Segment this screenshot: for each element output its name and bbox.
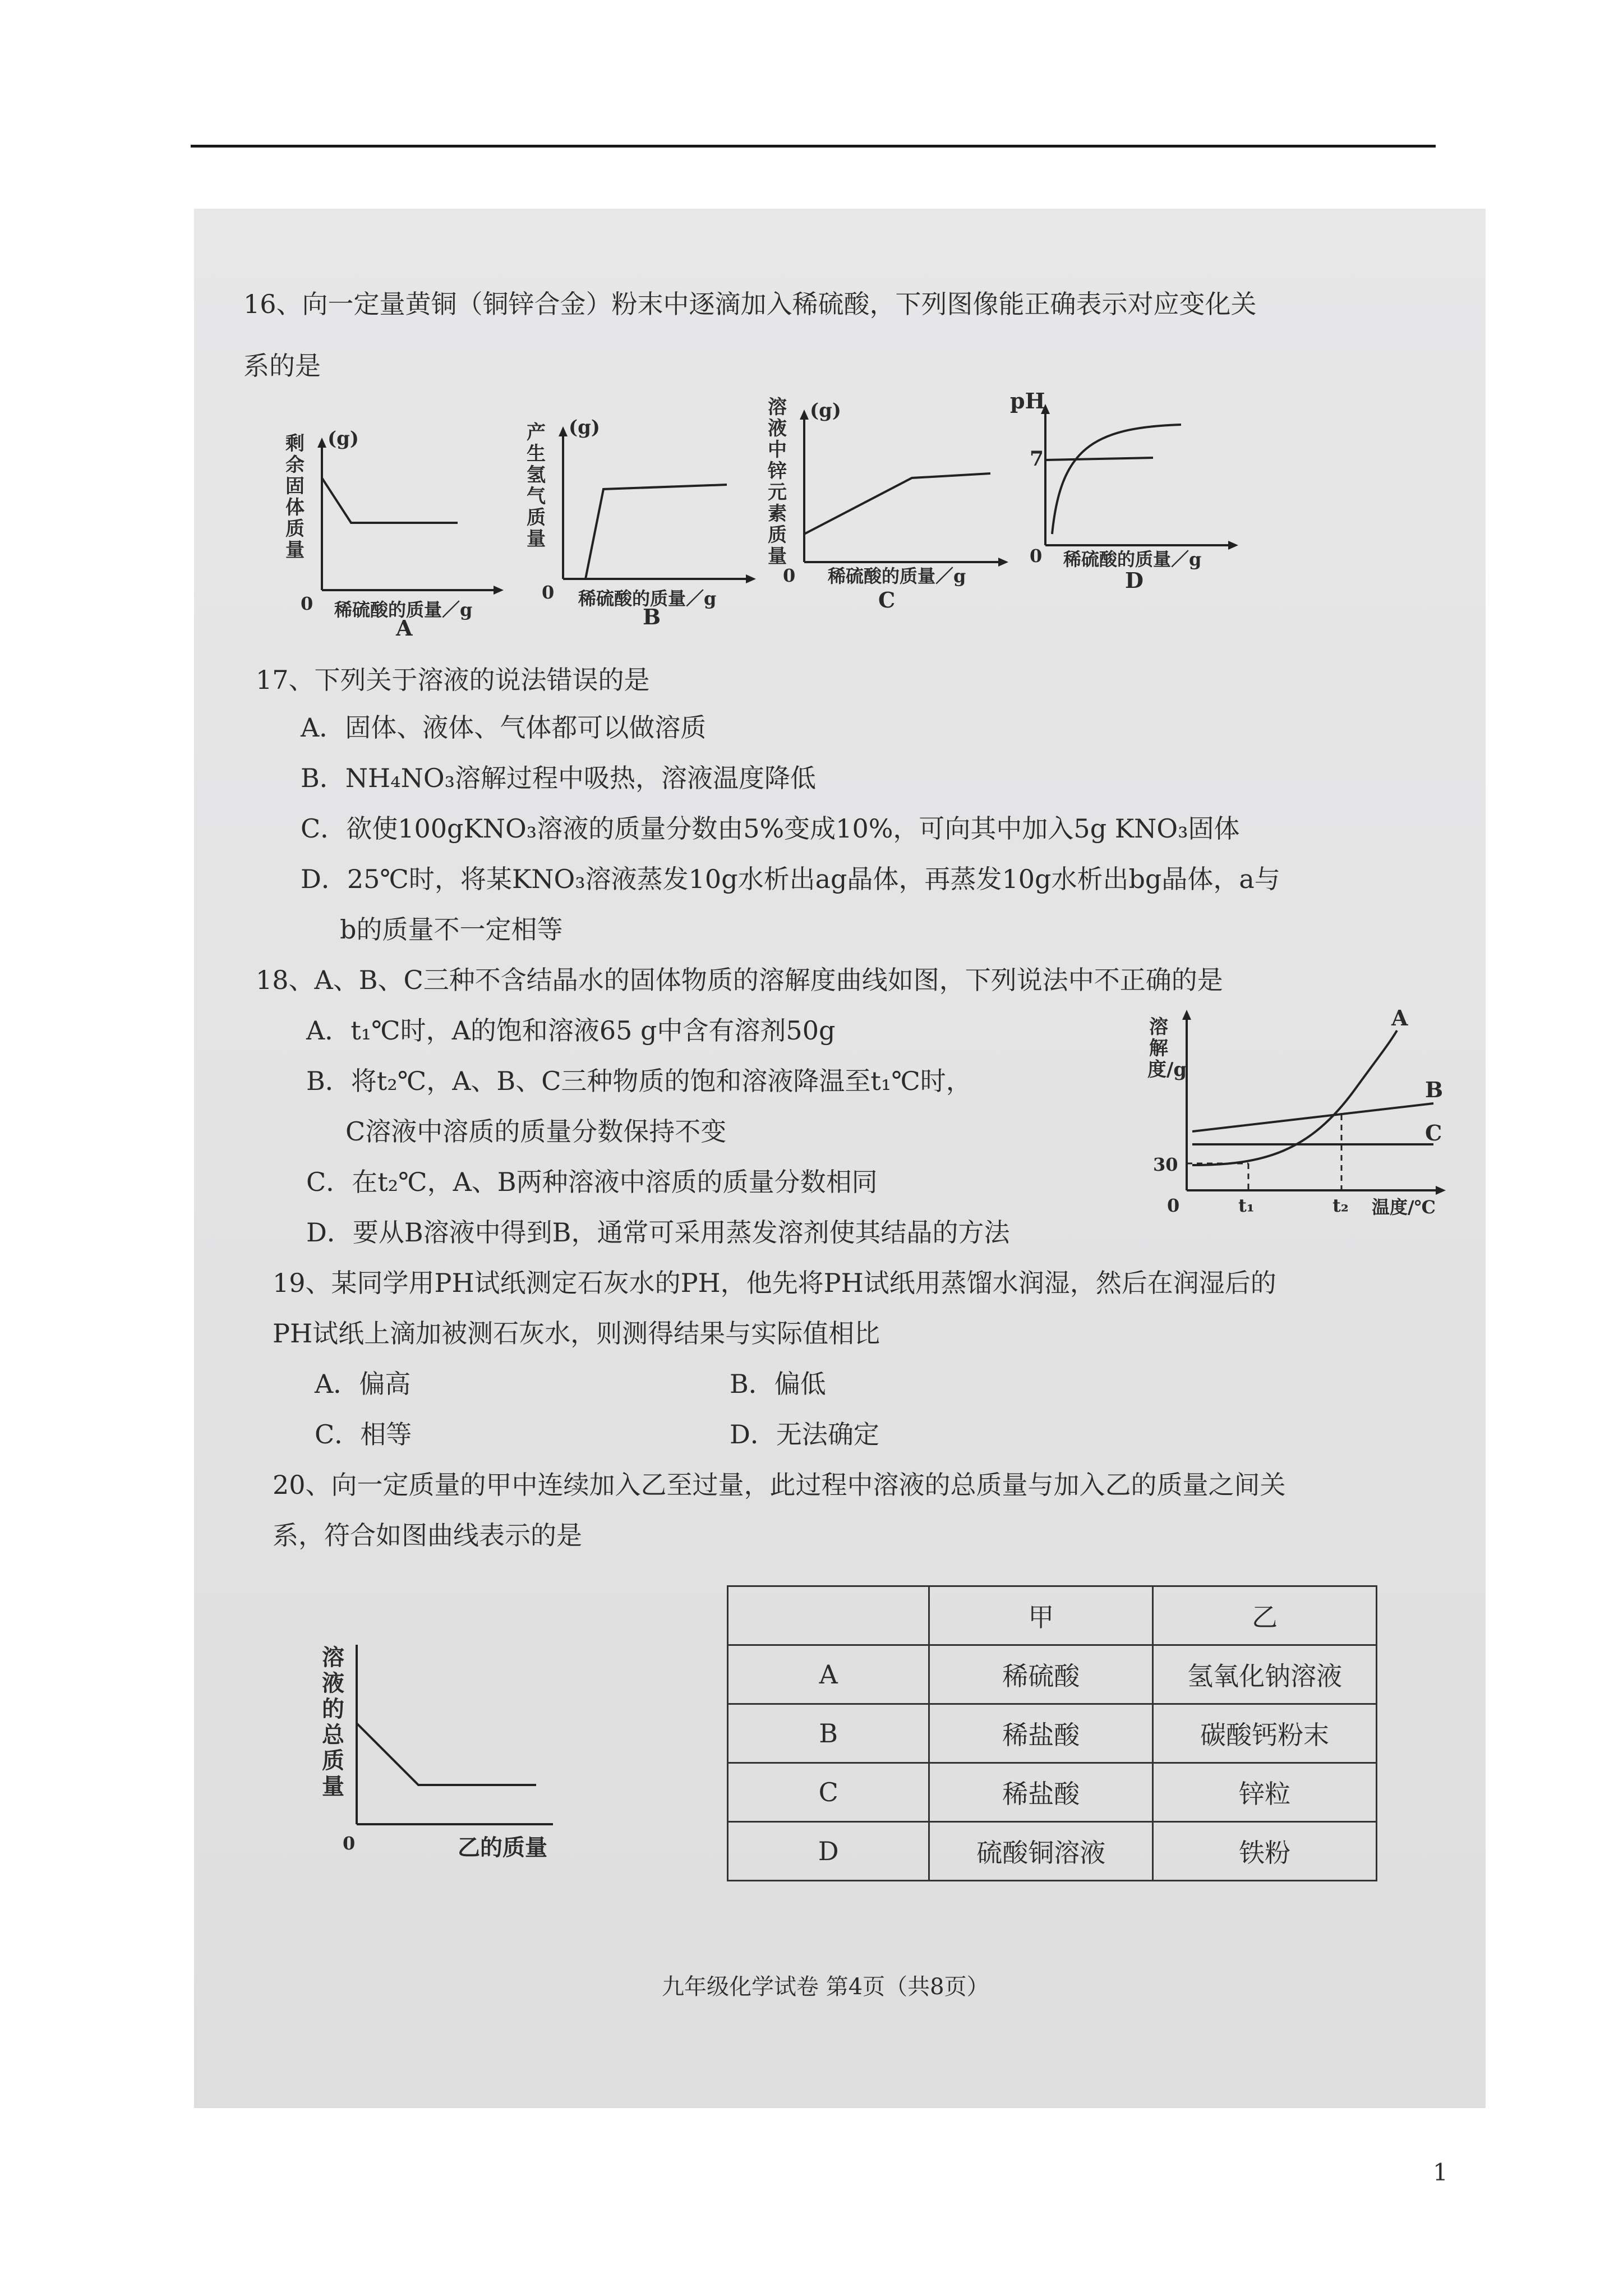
- table-row: D 硫酸铜溶液 铁粉: [728, 1822, 1377, 1881]
- q16-b-curve: [585, 485, 727, 579]
- q17-option-d-line1: D．25℃时，将某KNO₃溶液蒸发10g水析出ag晶体，再蒸发10g水析出bg晶体，a与: [301, 864, 1280, 894]
- page-number: 1: [1433, 2159, 1448, 2186]
- q16-a-curve: [322, 478, 458, 523]
- q17-stem: 17、下列关于溶液的说法错误的是: [256, 665, 650, 695]
- q18-option-a: A．t₁℃时，A的饱和溶液65 g中含有溶剂50g: [306, 1015, 836, 1046]
- q19-stem-line1: 19、某同学用PH试纸测定石灰水的PH，他先将PH试纸用蒸馏水润湿，然后在润湿后的: [273, 1268, 1276, 1298]
- q18-option-d: D．要从B溶液中得到B，通常可采用蒸发溶剂使其结晶的方法: [306, 1217, 1010, 1248]
- table-row: A 稀硫酸 氢氧化钠溶液: [728, 1645, 1377, 1704]
- q18-solubility-svg: [1142, 1005, 1456, 1218]
- scanned-page: [194, 209, 1486, 2108]
- q18-curve-b: [1192, 1103, 1433, 1131]
- q19-stem-line2: PH试纸上滴加被测石灰水，则测得结果与实际值相比: [273, 1318, 880, 1349]
- q18-stem: 18、A、B、C三种不含结晶水的固体物质的溶解度曲线如图，下列说法中不正确的是: [256, 965, 1223, 995]
- q16-chart-d: pH 7 0 稀硫酸的质量／g D: [1007, 388, 1243, 601]
- q16-stem-line1: 16、向一定量黄铜（铜锌合金）粉末中逐滴加入稀硫酸，下列图像能正确表示对应变化关: [243, 289, 1257, 319]
- table-row: B 稀盐酸 碳酸钙粉末: [728, 1704, 1377, 1763]
- q18-solubility-chart: 溶解度/g 30 0 t₁ t₂ 温度/℃ A B C: [1142, 1005, 1456, 1218]
- table-row: C 稀盐酸 锌粒: [728, 1763, 1377, 1822]
- q16-c-curve: [804, 473, 990, 534]
- q18-option-b-line1: B．将t₂℃，A、B、C三种物质的饱和溶液降温至t₁℃时，: [306, 1066, 972, 1096]
- table-header-row: 甲 乙: [728, 1586, 1377, 1645]
- q20-stem-line1: 20、向一定质量的甲中连续加入乙至过量，此过程中溶液的总质量与加入乙的质量之间关: [273, 1470, 1286, 1500]
- q20-stem-line2: 系，符合如图曲线表示的是: [273, 1520, 582, 1550]
- q16-chart-b: 产生氢气质量 (g) 0 稀硫酸的质量／g B: [525, 411, 760, 624]
- q16-chart-a: 剩余固体质量 (g) 0 稀硫酸的质量／g A: [284, 422, 508, 635]
- top-rule: [191, 145, 1436, 148]
- q16-stem-line2: 系的是: [243, 351, 321, 381]
- q17-option-d-line2: b的质量不一定相等: [340, 914, 563, 945]
- q16-d-curve: [1052, 425, 1181, 534]
- q18-ylabel: 溶解度/g: [1147, 1016, 1187, 1081]
- q19-option-d: D．无法确定: [730, 1419, 879, 1450]
- q20-mass-chart: 溶液的总质量 0 乙的质量: [306, 1622, 587, 1858]
- q18-option-b-line2: C溶液中溶质的质量分数保持不变: [345, 1116, 727, 1147]
- q20-mass-svg: [306, 1622, 587, 1858]
- q16-d-ph7-line: [1045, 458, 1153, 460]
- q19-option-c: C．相等: [315, 1419, 412, 1450]
- q17-option-a: A．固体、液体、气体都可以做溶质: [301, 712, 707, 743]
- q20-answer-table: [727, 1585, 1377, 1881]
- q16-chart-c: 溶液中锌元素质量 (g) 0 稀硫酸的质量／g C: [766, 394, 1013, 618]
- q19-option-b: B．偏低: [730, 1369, 826, 1399]
- q16-a-ylabel: 剩余固体质量: [285, 432, 305, 562]
- q18-option-c: C．在t₂℃，A、B两种溶液中溶质的质量分数相同: [306, 1167, 878, 1197]
- q20-ylabel: 溶液的总质量: [322, 1644, 344, 1800]
- q17-option-b: B．NH₄NO₃溶解过程中吸热，溶液温度降低: [301, 763, 817, 793]
- q20-curve: [357, 1723, 536, 1785]
- page-footer: 九年级化学试卷 第4页（共8页）: [662, 1974, 989, 2000]
- q19-option-a: A．偏高: [315, 1369, 411, 1399]
- q17-option-c: C．欲使100gKNO₃溶液的质量分数由5%变成10%，可向其中加入5g KNO₃固体: [301, 813, 1240, 844]
